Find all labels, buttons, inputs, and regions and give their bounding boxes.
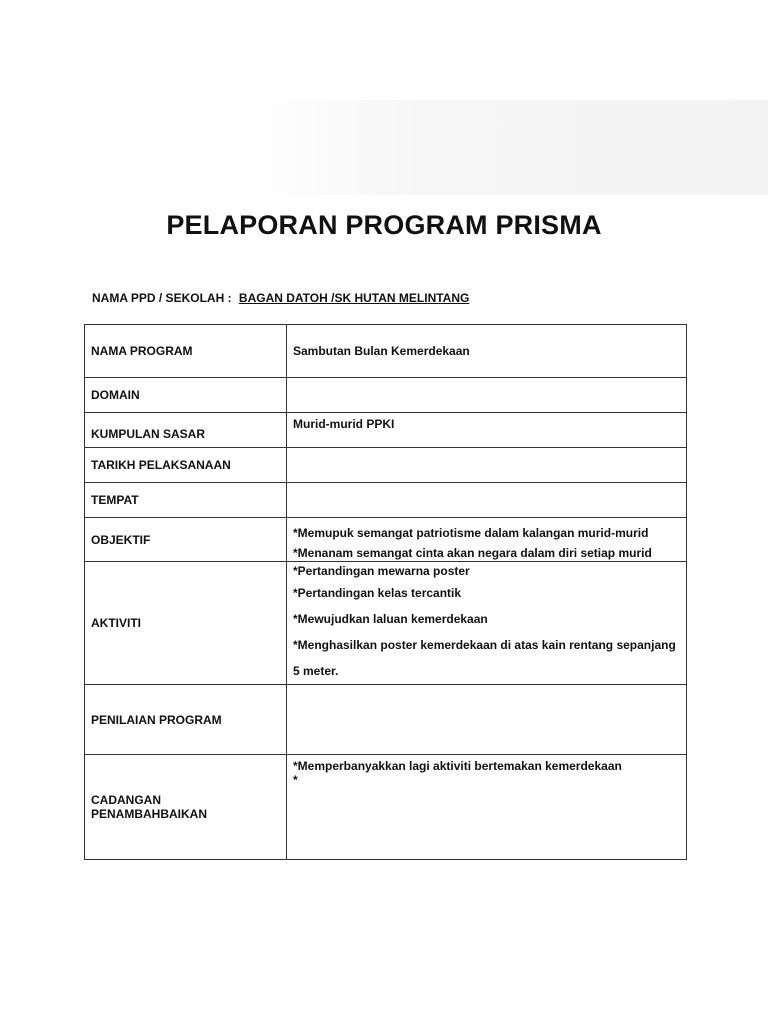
scan-shadow [240,100,768,195]
row-nama-program [85,325,687,378]
row-cadangan [85,755,687,860]
row-label: AKTIVITI [85,562,287,685]
row-tarikh [85,448,687,483]
aktiviti-line: *Menghasilkan poster kemerdekaan di atas kain rentang sepanjang [293,638,676,652]
row-value: Murid-murid PPKI [287,413,687,448]
report-table [84,324,687,860]
row-domain [85,378,687,413]
school-line [92,291,469,305]
aktiviti-line: 5 meter. [293,664,339,678]
row-value [287,378,687,413]
row-value [287,448,687,483]
row-value [287,685,687,755]
row-label: NAMA PROGRAM [85,325,287,378]
objektif-line: *Menanam semangat cinta akan negara dalam diri setiap murid [293,545,652,560]
row-kumpulan-sasar [85,413,687,448]
row-value [287,562,687,685]
row-penilaian [85,685,687,755]
school-value: BAGAN DATOH /SK HUTAN MELINTANG [238,291,470,305]
row-value [287,483,687,518]
row-label: CADANGAN PENAMBAHBAIKAN [85,755,287,860]
row-label: OBJEKTIF [85,518,287,562]
aktiviti-line: *Mewujudkan laluan kemerdekaan [293,612,488,626]
objektif-line: *Memupuk semangat patriotisme dalam kalangan murid-murid [293,525,649,540]
cadangan-line: *Memperbanyakkan lagi aktiviti bertemakan kemerdekaan [293,759,622,773]
page-title: PELAPORAN PROGRAM PRISMA [166,210,602,240]
row-tempat [85,483,687,518]
row-value: Sambutan Bulan Kemerdekaan [287,325,687,378]
row-label: DOMAIN [85,378,287,413]
row-label: TARIKH PELAKSANAAN [85,448,287,483]
cadangan-line: * [293,773,298,787]
aktiviti-line: *Pertandingan mewarna poster [293,564,470,578]
row-label: KUMPULAN SASAR [85,413,287,448]
row-label: PENILAIAN PROGRAM [85,685,287,755]
row-value [287,518,687,562]
school-label: NAMA PPD / SEKOLAH : [92,291,232,305]
row-label: TEMPAT [85,483,287,518]
row-aktiviti [85,562,687,685]
row-objektif [85,518,687,562]
aktiviti-line: *Pertandingan kelas tercantik [293,586,462,600]
row-value [287,755,687,860]
